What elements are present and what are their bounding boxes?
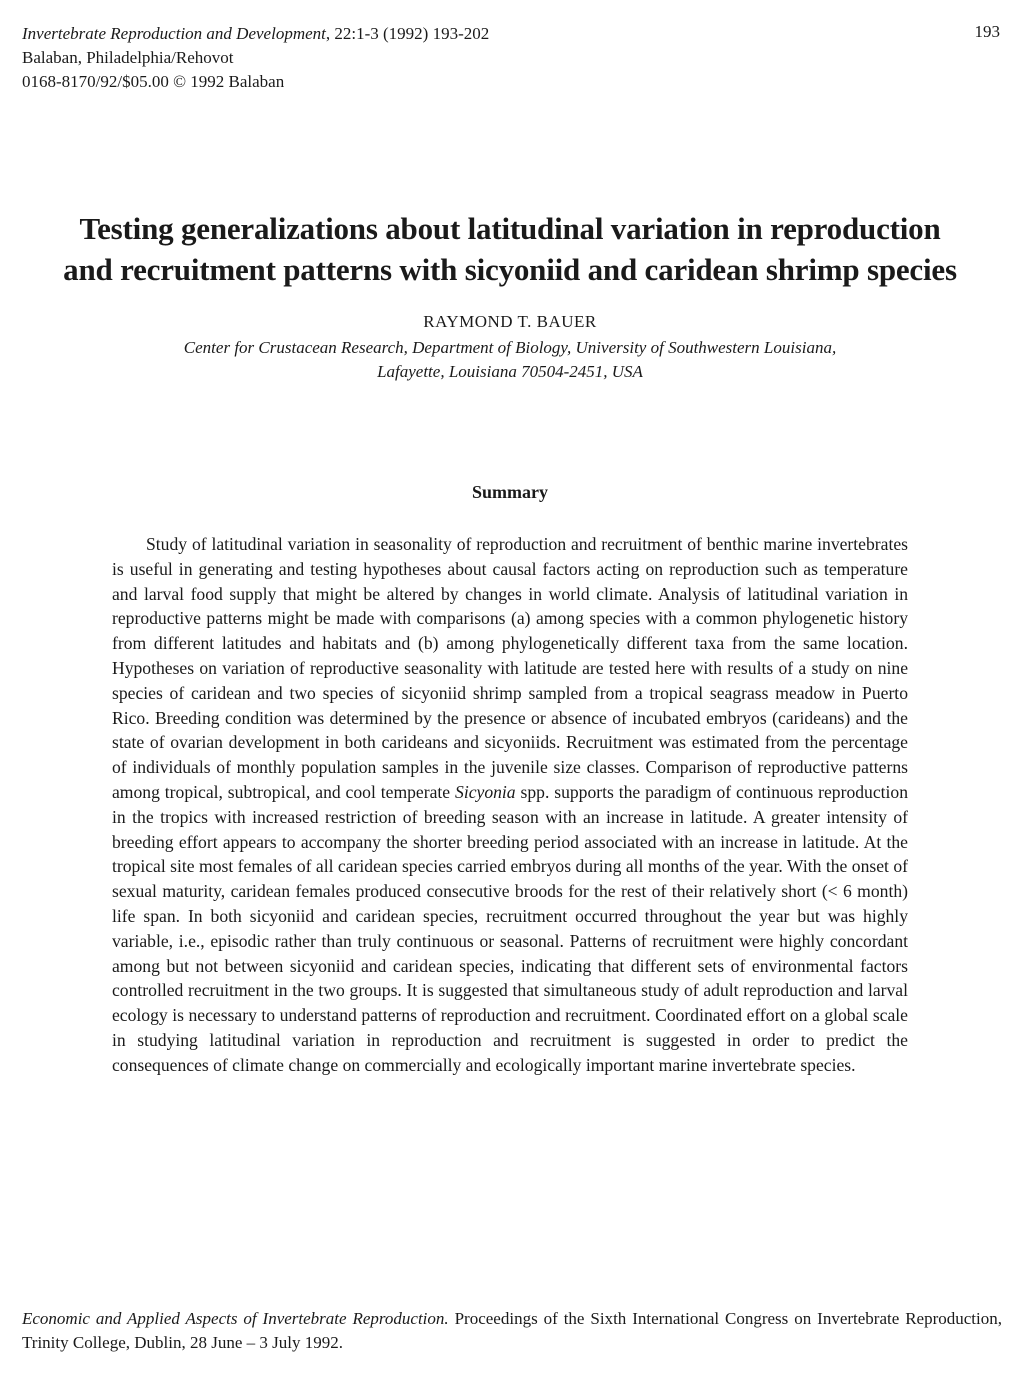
author-affiliation [20, 336, 1000, 384]
proceedings-details: Proceedings of the Sixth International Congress on Invertebrate Reproduction, Trinity College, Dublin, 28 June – 3 July 1992. [22, 1309, 1002, 1352]
proceedings-title: Economic and Applied Aspects of Invertebrate Reproduction. [22, 1309, 449, 1328]
summary-text-part-2: spp. supports the paradigm of continuous reproduction in the tropics with increased restriction of breeding season with an increase in latitude. A greater intensity of breeding effort appears to accompany the shorter breeding period associated with an increase in latitude. At the tropical site most females of all caridean species carried embryos during all months of the year. With the onset of sexual maturity, caridean females produced consecutive broods for the rest of their relatively short (< 6 month) life span. In both sicyoniid and caridean species, recruitment occurred throughout the year but was highly variable, i.e., episodic rather than truly continuous or seasonal. Patterns of recruitment were highly concordant among but not between sicyoniid and caridean species, indicating that different sets of environmental factors controlled recruitment in the two groups. It is suggested that simultaneous study of adult reproduction and larval ecology is necessary to understand patterns of reproduction and recruitment. Coordinated effort on a global scale in studying latitudinal variation in reproduction and recruitment is suggested in order to predict the consequences of climate change on commercially and ecologically important marine invertebrate species. [112, 781, 909, 1075]
affiliation-line-1: Center for Crustacean Research, Department of Biology, University of Southwestern Louisiana, [183, 338, 837, 357]
article-title-line-1: Testing generalizations about latitudinal variation in reproduction [79, 211, 941, 246]
issn-copyright-line: 0168-8170/92/$05.00 © 1992 Balaban [22, 72, 285, 91]
journal-header [22, 22, 1002, 94]
summary-text-part-1: Study of latitudinal variation in seasonality of reproduction and recruitment of benthic marine invertebrates is useful in generating and testing hypotheses about causal factors acting on reproduction such as temperature and larval food supply that might be altered by changes in world climate. Analysis of latitudinal variation in reproductive patterns might be made with comparisons (a) among species with a common phylogenetic history from different latitudes and habitats and (b) among phylogenetically different taxa from the same location. Hypotheses on variation of reproductive seasonality with latitude are tested here with results of a study on nine species of caridean and two species of sicyoniid shrimp sampled from a tropical seagrass meadow in Puerto Rico. Breeding condition was determined by the presence or absence of incubated embryos (carideans) and the state of ovarian development in both carideans and sicyoniids. Recruitment was estimated from the percentage of individuals of monthly population samples in the juvenile size classes. Comparison of reproductive patterns among tropical, subtropical, and cool temperate [112, 534, 908, 802]
summary-paragraph [112, 532, 908, 1078]
page-number: 193 [974, 22, 1000, 41]
proceedings-footnote [22, 1307, 1002, 1355]
journal-name: Invertebrate Reproduction and Development [22, 24, 326, 43]
author-name: RAYMOND T. BAUER [423, 312, 597, 331]
summary-genus-name: Sicyonia [455, 781, 516, 802]
article-title [20, 208, 1000, 290]
affiliation-line-2: Lafayette, Louisiana 70504-2451, USA [377, 362, 643, 381]
article-title-line-2: and recruitment patterns with sicyoniid and caridean shrimp species [63, 252, 957, 287]
journal-volume-pages: , 22:1-3 (1992) 193-202 [325, 24, 490, 43]
publisher-line: Balaban, Philadelphia/Rehovot [22, 48, 234, 67]
journal-citation-line [22, 22, 1002, 46]
summary-heading: Summary [472, 482, 548, 502]
